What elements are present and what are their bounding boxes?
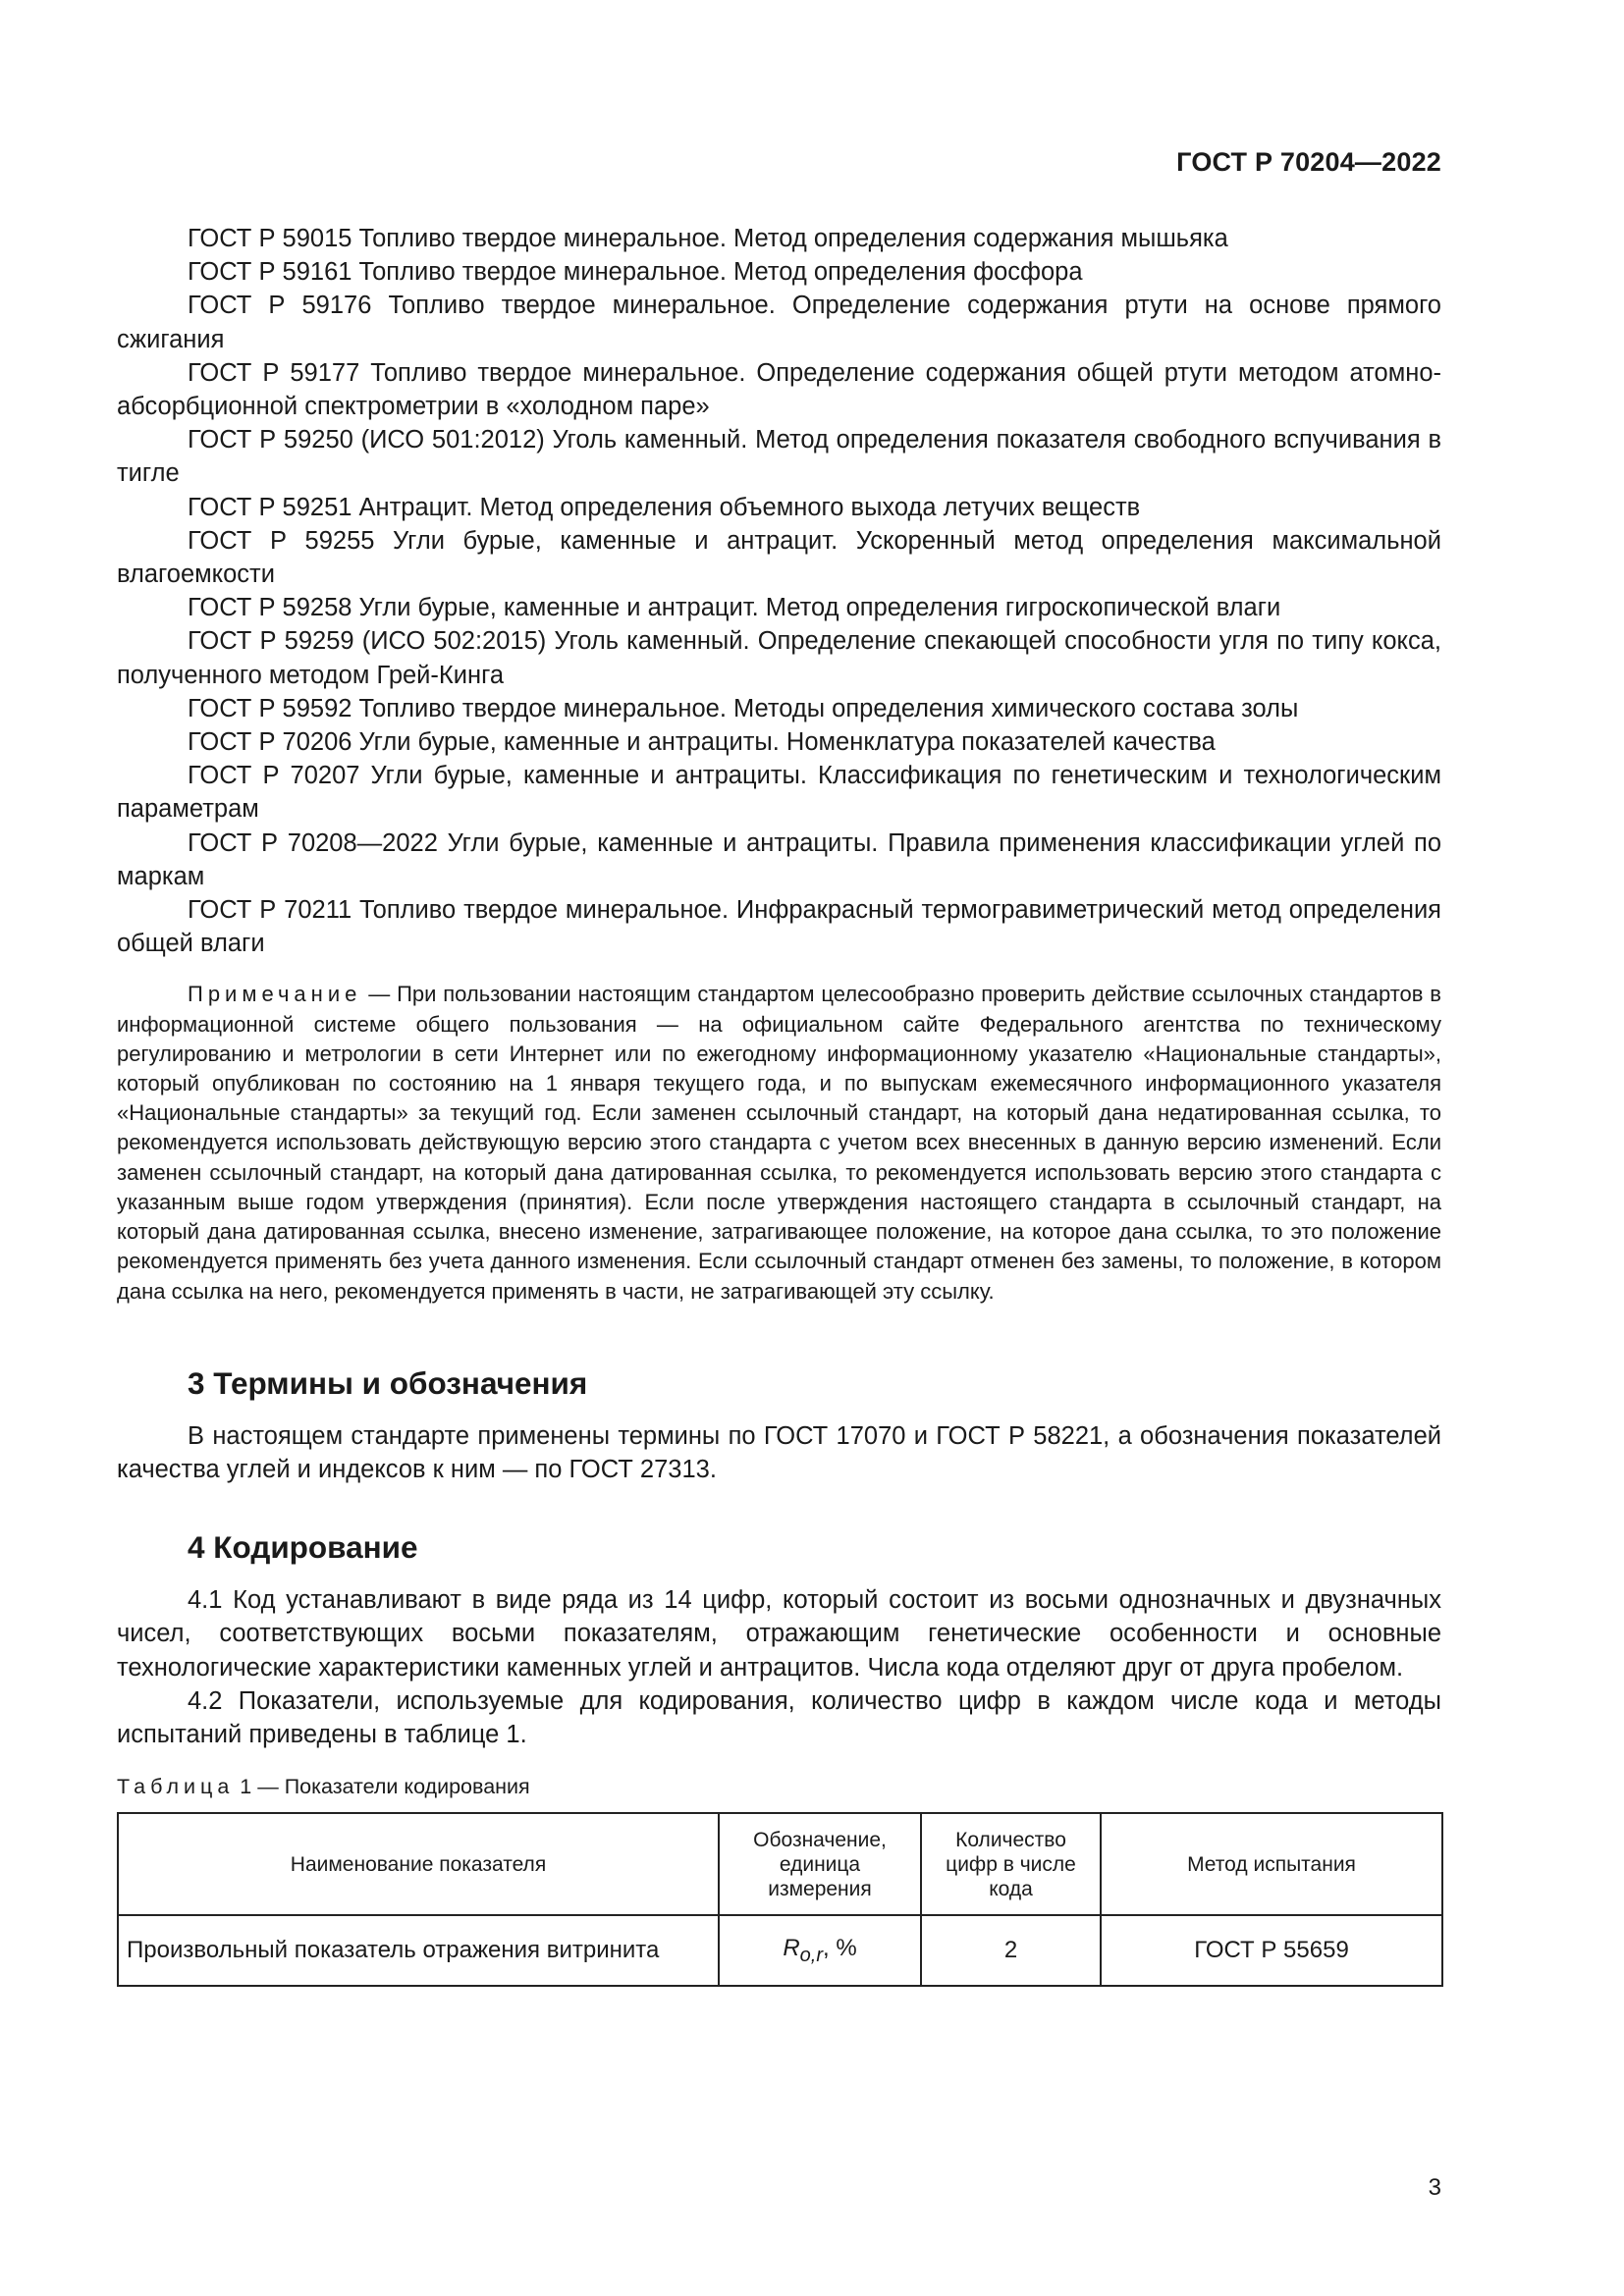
coding-indicators-table [117, 1812, 1443, 1987]
section-4-body [117, 1583, 1441, 1751]
reference-item: ГОСТ Р 59176 Топливо твердое минеральное. Определение содержания ртути на основе прямого сжигания [117, 292, 1441, 353]
table-caption [117, 1773, 1441, 1800]
reference-item: ГОСТ Р 59255 Угли бурые, каменные и антрацит. Ускоренный метод определения максимальной влагоемкости [117, 526, 1441, 589]
header-digit-count: Количество цифр в числе кода [921, 1813, 1101, 1915]
note-text: — При пользовании настоящим стандартом целесообразно проверить действие ссылочных стандартов в информационной системе общего пользования — на официальном сайте Федерального агентства по техническому регулированию и метрологии в сети Интернет или по ежегодному информационному указателю «Национальные стандарты», который опубликован по состоянию на 1 января текущего года, и по выпускам ежемесячного информационного указателя «Национальные стандарты» за текущий год. Если заменен ссылочный стандарт, на который дана недатированная ссылка, то рекомендуется использовать действующую версию этого стандарта с учетом всех внесенных в данную версию изменений. Если заменен ссылочный стандарт, на который дана датированная ссылка, то рекомендуется использовать версию этого стандарта с указанным выше годом утверждения (принятия). Если после утверждения настоящего стандарта в ссылочный стандарт, на который дана датированная ссылка, внесено изменение, затрагивающее положение, на которое дана ссылка, то это положение рекомендуется применять без учета данного изменения. Если ссылочный стандарт отменен без замены, то положение, в котором дана ссылка на него, рекомендуется применять в части, не затрагивающей эту ссылку. [117, 982, 1441, 1304]
reference-item: ГОСТ Р 70208—2022 Угли бурые, каменные и антрациты. Правила применения классификации углей по маркам [117, 828, 1441, 890]
header-symbol-unit: Обозначение, единица измерения [719, 1813, 921, 1915]
section-3-paragraph: В настоящем стандарте применены термины по ГОСТ 17070 и ГОСТ Р 58221, а обозначения показателей качества углей и индексов к ним — по ГОСТ 27313. [117, 1421, 1441, 1483]
cell-digit-count: 2 [921, 1915, 1101, 1986]
reference-item: ГОСТ Р 59015 Топливо твердое минеральное. Метод определения содержания мышьяка [188, 225, 1228, 252]
section-4-heading: 4 Кодирование [188, 1529, 418, 1566]
reference-item: ГОСТ Р 59161 Топливо твердое минеральное. Метод определения фосфора [188, 258, 1083, 287]
reference-item: ГОСТ Р 70206 Угли бурые, каменные и антрациты. Номенклатура показателей качества [188, 728, 1216, 757]
table-caption-text: 1 — Показатели кодирования [234, 1775, 530, 1799]
page-number: 3 [1428, 2174, 1441, 2201]
page-content [117, 222, 1441, 1987]
reference-item: ГОСТ Р 70207 Угли бурые, каменные и антрациты. Классификация по генетическим и технологическим параметрам [117, 762, 1441, 824]
reference-item: ГОСТ Р 59258 Угли бурые, каменные и антрацит. Метод определения гигроскопической влаги [188, 594, 1281, 622]
reference-item: ГОСТ Р 59259 (ИСО 502:2015) Уголь каменный. Определение спекающей способности угля по типу кокса, полученного методом Грей-Кинга [117, 627, 1441, 689]
normative-references-list [117, 222, 1441, 960]
header-test-method: Метод испытания [1101, 1813, 1442, 1915]
section-3-body [117, 1419, 1441, 1486]
table-row [118, 1915, 1442, 1986]
section-4-paragraph-2: 4.2 Показатели, используемые для кодирования, количество цифр в каждом числе кода и методы испытаний приведены в таблице 1. [117, 1686, 1441, 1748]
section-4-paragraph-1: 4.1 Код устанавливают в виде ряда из 14 цифр, который состоит из восьми однозначных и двузначных чисел, соответствующих восьми показателям, отражающим генетические особенности и основные технологические характеристики каменных углей и антрацитов. Числа кода отделяют друг от друга пробелом. [117, 1586, 1441, 1682]
header-indicator-name: Наименование показателя [118, 1813, 719, 1915]
reference-item: ГОСТ Р 59177 Топливо твердое минеральное. Определение содержания общей ртути методом атомно-абсорбционной спектрометрии в «холодном паре» [117, 358, 1441, 421]
cell-test-method: ГОСТ Р 55659 [1101, 1915, 1442, 1986]
reference-item: ГОСТ Р 70211 Топливо твердое минеральное. Инфракрасный термогравиметрический метод определения общей влаги [117, 896, 1441, 958]
note-block [117, 980, 1441, 1306]
table-header-row [118, 1813, 1442, 1915]
reference-item: ГОСТ Р 59592 Топливо твердое минеральное. Методы определения химического состава золы [188, 694, 1299, 722]
symbol-letter: R [783, 1934, 800, 1961]
reference-item: ГОСТ Р 59251 Антрацит. Метод определения объемного выхода летучих веществ [188, 493, 1141, 521]
reference-item: ГОСТ Р 59250 (ИСО 501:2012) Уголь каменный. Метод определения показателя свободного вспучивания в тигле [117, 426, 1441, 488]
section-3-heading: 3 Термины и обозначения [188, 1364, 588, 1401]
cell-symbol-unit [719, 1915, 921, 1986]
symbol-unit: , % [823, 1934, 857, 1961]
note-label: Примечание [188, 982, 362, 1007]
document-id: ГОСТ Р 70204—2022 [1176, 147, 1441, 177]
cell-indicator-name: Произвольный показатель отражения витринита [118, 1915, 719, 1986]
symbol-subscript: o,r [799, 1944, 823, 1966]
table-caption-label: Таблица [117, 1775, 235, 1799]
